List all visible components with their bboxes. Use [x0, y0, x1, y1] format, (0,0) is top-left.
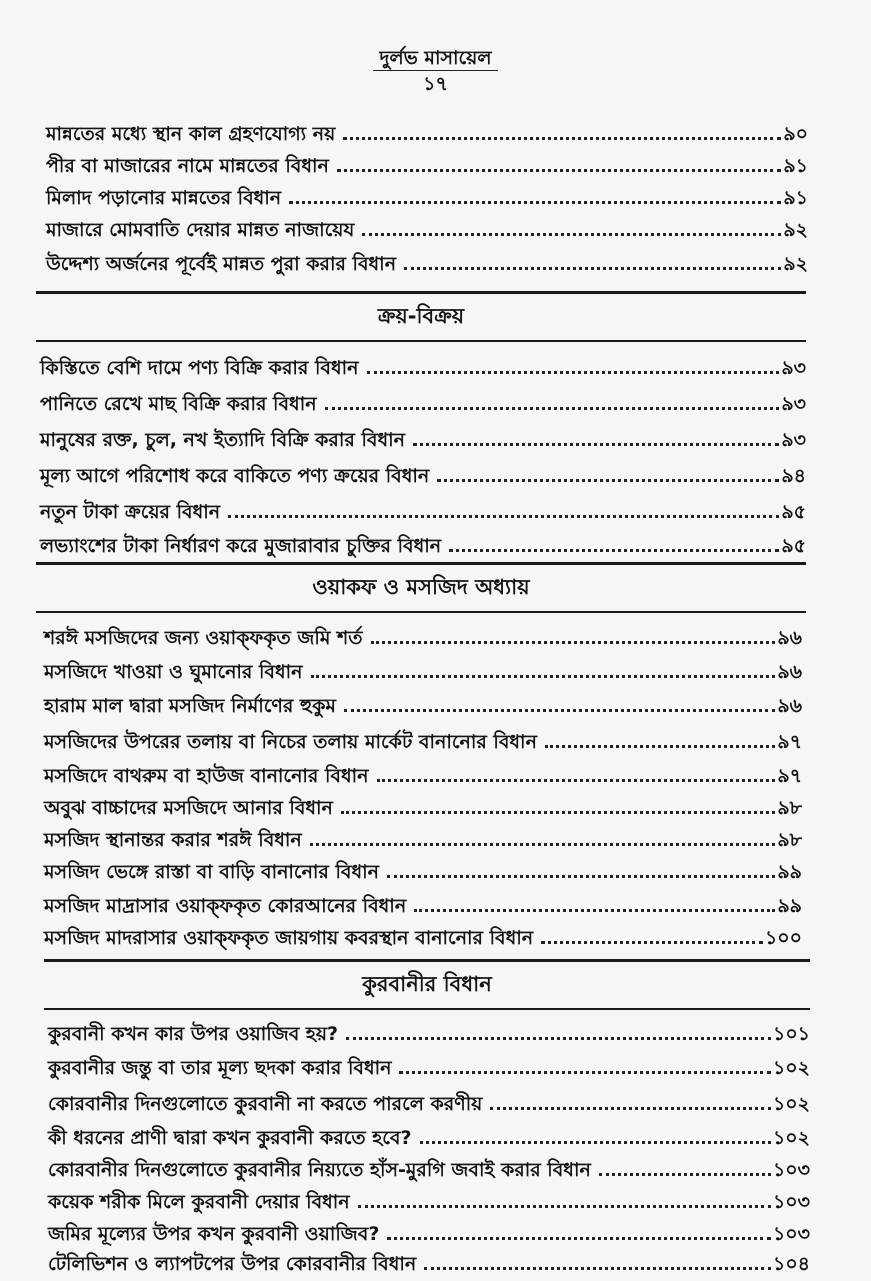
toc-entry: [44, 820, 802, 852]
entry-title: কোরবানীর দিনগুলোতে কুরবানী না করতে পারলে করণীয়: [48, 1093, 483, 1116]
entry-page: ৯৭: [777, 731, 802, 754]
dot-leader: [449, 549, 779, 552]
entry-title: অবুঝ বাচ্চাদের মসজিদে আনার বিধান: [44, 797, 333, 820]
toc-entry: [40, 526, 806, 558]
dot-leader: [228, 515, 779, 518]
entry-page: ৯৩: [781, 429, 806, 452]
entry-page: ৯৩: [781, 393, 806, 416]
entry-title: হারাম মাল দ্বারা মসজিদ নির্মাণের হুকুম: [44, 695, 336, 718]
entry-page: ৯৯: [777, 895, 802, 918]
running-title-text: দুর্লভ মাসায়েল: [373, 47, 497, 71]
entry-title: টেলিভিশন ও ল্যাপটপের উপর কোরবানীর বিধান: [48, 1253, 417, 1276]
toc-entry: [44, 652, 802, 684]
dot-leader: [341, 811, 775, 814]
toc-entry: [48, 1244, 810, 1276]
entry-page: ৯৬: [777, 661, 802, 684]
entry-title: কী ধরনের প্রাণী দ্বারা কখন কুরবানী করতে হবে?: [48, 1127, 412, 1150]
entry-title: পীর বা মাজারের নামে মান্নতের বিধান: [46, 155, 329, 178]
toc-entry: [44, 918, 802, 950]
dot-leader: [541, 941, 763, 944]
dot-leader: [343, 137, 781, 140]
entry-page: ৯৭: [777, 765, 802, 788]
dot-leader: [344, 709, 775, 712]
dot-leader: [599, 1173, 771, 1176]
entry-title: লভ্যাংশের টাকা নির্ধারণ করে মুজারাবার চুক্তির বিধান: [40, 535, 442, 558]
entry-page: ৯৩: [781, 357, 806, 380]
toc-entry: [46, 178, 808, 210]
dot-leader: [371, 641, 776, 644]
toc-entry: [48, 1084, 810, 1116]
dot-leader: [289, 201, 781, 204]
entry-page: ৯৬: [777, 627, 802, 650]
dot-leader: [346, 1037, 771, 1040]
entry-page: ১০২: [772, 1127, 810, 1150]
entry-title: শরঈ মসজিদের জন্য ওয়াক্ফকৃত জমি শর্ত: [44, 627, 363, 650]
toc-entry: [48, 1182, 810, 1214]
dot-leader: [490, 1107, 771, 1110]
dot-leader: [387, 1237, 771, 1240]
toc-entry: [48, 1014, 810, 1046]
entry-title: কোরবানীর দিনগুলোতে কুরবানীর নিয়্যতে হাঁস-মুরগি জবাই করার বিধান: [48, 1159, 591, 1182]
entry-title: মানুষের রক্ত, চুল, নখ ইত্যাদি বিক্রি করার বিধান: [40, 429, 405, 452]
dot-leader: [362, 233, 781, 236]
toc-entry: [46, 146, 808, 178]
entry-title: মসজিদে খাওয়া ও ঘুমানোর বিধান: [44, 661, 303, 684]
dot-leader: [420, 1141, 771, 1144]
entry-title: মসজিদের উপরের তলায় বা নিচের তলায় মার্কেট বানানোর বিধান: [44, 731, 537, 754]
section-heading-text: ক্রয়-বিক্রয়: [377, 303, 465, 328]
entry-page: ৯৮: [777, 797, 802, 820]
page-number: ১৭: [423, 73, 448, 95]
entry-title: কিস্তিতে বেশি দামে পণ্য বিক্রি করার বিধান: [40, 357, 359, 380]
entry-title: জমির মূল্যের উপর কখন কুরবানী ওয়াজিব?: [48, 1223, 380, 1246]
toc-entry: [46, 210, 808, 242]
dot-leader: [387, 875, 775, 878]
entry-page: ৯৯: [777, 861, 802, 884]
entry-page: ১০২: [772, 1057, 810, 1080]
dot-leader: [367, 371, 780, 374]
entry-page: ৯১: [783, 155, 808, 178]
entry-title: মসজিদ মাদরাসার ওয়াক্ফকৃত জায়গায় কবরস্থান বানানোর বিধান: [44, 927, 534, 950]
toc-entry: [44, 886, 802, 918]
section-heading-text: ওয়াকফ ও মসজিদ অধ্যায়: [312, 574, 530, 599]
entry-page: ১০৩: [772, 1159, 810, 1182]
toc-entry: [44, 756, 802, 788]
toc-entry: [40, 492, 806, 524]
dot-leader: [325, 407, 780, 410]
entry-page: ১০৩: [772, 1191, 810, 1214]
entry-page: ৯২: [783, 253, 808, 276]
dot-leader: [377, 779, 776, 782]
entry-page: ৯৪: [781, 465, 806, 488]
toc-entry: [48, 1214, 810, 1246]
toc-entry: [44, 686, 802, 718]
entry-page: ৯৬: [777, 695, 802, 718]
entry-title: মসজিদ মাদ্রাসার ওয়াক্ফকৃত কোরআনের বিধান: [44, 895, 407, 918]
entry-title: মসজিদে বাথরুম বা হাউজ বানানোর বিধান: [44, 765, 369, 788]
toc-entry: [40, 420, 806, 452]
dot-leader: [404, 267, 781, 270]
entry-page: ৯০: [783, 123, 808, 146]
entry-title: পানিতে রেখে মাছ বিক্রি করার বিধান: [40, 393, 317, 416]
entry-page: ৯২: [783, 219, 808, 242]
section-heading: [36, 562, 806, 613]
toc-entry: [48, 1118, 810, 1150]
entry-title: মিলাদ পড়ানোর মান্নতের বিধান: [46, 187, 282, 210]
toc-entry: [48, 1048, 810, 1080]
entry-title: কুরবানী কখন কার উপর ওয়াজিব হয়?: [48, 1023, 339, 1046]
toc-entry: [44, 722, 802, 754]
entry-title: কুরবানীর জন্তু বা তার মূল্য ছদকা করার বিধান: [48, 1057, 392, 1080]
entry-title: মান্নতের মধ্যে স্থান কাল গ্রহণযোগ্য নয়: [46, 123, 336, 146]
entry-page: ৯৫: [781, 535, 806, 558]
dot-leader: [399, 1071, 770, 1074]
dot-leader: [545, 745, 775, 748]
entry-title: নতুন টাকা ক্রয়ের বিধান: [40, 501, 221, 524]
dot-leader: [311, 675, 776, 678]
entry-title: মসজিদ স্থানান্তর করার শরঈ বিধান: [44, 829, 302, 852]
entry-title: মাজারে মোমবাতি দেয়ার মান্নত নাজায়েয: [46, 219, 355, 242]
dot-leader: [310, 843, 776, 846]
entry-title: উদ্দেশ্য অর্জনের পূর্বেই মান্নত পুরা করার বিধান: [46, 253, 397, 276]
toc-entry: [46, 244, 808, 276]
dot-leader: [337, 169, 781, 172]
toc-entry: [44, 618, 802, 650]
section-heading-text: কুরবানীর বিধান: [362, 971, 492, 996]
toc-entry: [48, 1150, 810, 1182]
toc-entry: [40, 384, 806, 416]
entry-title: মসজিদ ভেঙ্গে রাস্তা বা বাড়ি বানানোর বিধান: [44, 861, 379, 884]
dot-leader: [413, 443, 779, 446]
entry-title: মূল্য আগে পরিশোধ করে বাকিতে পণ্য ক্রয়ের বিধান: [40, 465, 430, 488]
entry-page: ৯৮: [777, 829, 802, 852]
entry-page: ১০৩: [772, 1223, 810, 1246]
dot-leader: [437, 479, 779, 482]
toc-entry: [44, 788, 802, 820]
section-heading: [36, 291, 806, 342]
entry-page: ৯১: [783, 187, 808, 210]
toc-entry: [40, 348, 806, 380]
entry-page: ১০০: [764, 927, 802, 950]
entry-page: ১০১: [772, 1023, 810, 1046]
toc-entry: [40, 456, 806, 488]
entry-page: ১০২: [772, 1093, 810, 1116]
dot-leader: [414, 909, 775, 912]
toc-entry: [46, 114, 808, 146]
dot-leader: [424, 1267, 771, 1270]
toc-entry: [44, 852, 802, 884]
entry-page: ১০৪: [772, 1253, 810, 1276]
section-heading: [44, 959, 810, 1010]
entry-title: কয়েক শরীক মিলে কুরবানী দেয়ার বিধান: [48, 1191, 350, 1214]
dot-leader: [358, 1205, 771, 1208]
entry-page: ৯৫: [781, 501, 806, 524]
